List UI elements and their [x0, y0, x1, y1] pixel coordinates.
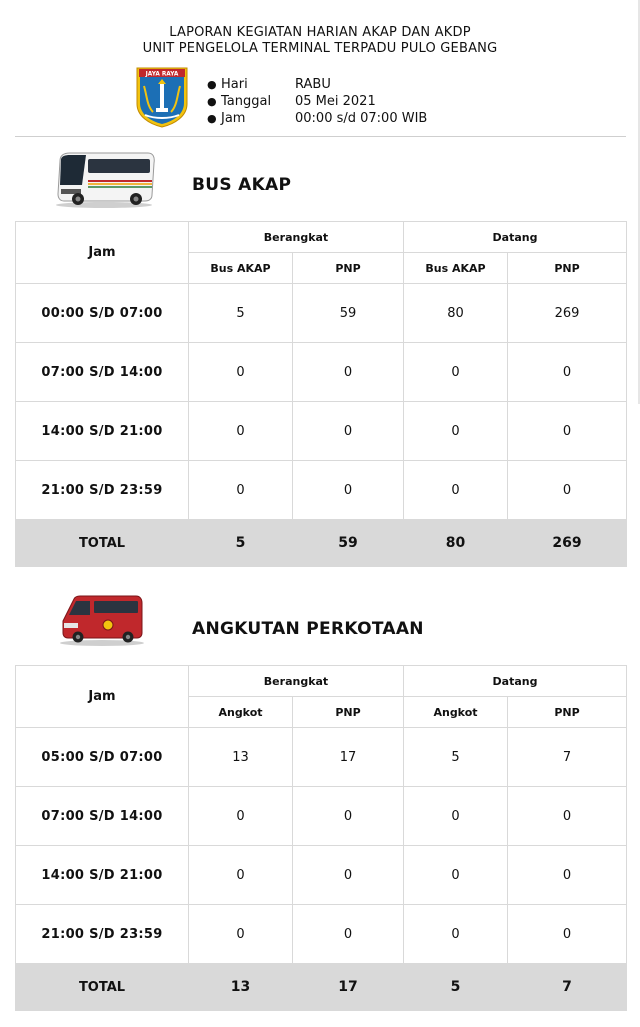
cell-value: 0: [189, 787, 293, 846]
column-header-jam: Jam: [16, 666, 189, 728]
row-time: 21:00 S/D 23:59: [16, 461, 189, 520]
cell-value: 0: [404, 402, 508, 461]
total-value: 59: [293, 520, 404, 567]
table-total-row: [16, 964, 627, 1011]
cell-value: 7: [508, 728, 627, 787]
column-header-bus-akap: Bus AKAP: [189, 253, 293, 284]
row-time: 14:00 S/D 21:00: [16, 402, 189, 461]
cell-value: 0: [508, 343, 627, 402]
info-label: Hari: [221, 77, 248, 92]
column-header-jam: Jam: [16, 222, 189, 284]
total-value: 17: [293, 964, 404, 1011]
info-label: Tanggal: [221, 94, 272, 109]
report-title-line1: LAPORAN KEGIATAN HARIAN AKAP DAN AKDP: [169, 25, 471, 40]
total-value: 269: [508, 520, 627, 567]
total-value: 13: [189, 964, 293, 1011]
cell-value: 0: [404, 343, 508, 402]
total-value: 5: [189, 520, 293, 567]
info-value: 05 Mei 2021: [295, 94, 376, 109]
cell-value: 13: [189, 728, 293, 787]
cell-value: 0: [404, 905, 508, 964]
angkutan-perkotaan-table: [15, 665, 627, 1011]
column-header-datang: Datang: [404, 222, 627, 253]
cell-value: 0: [293, 787, 404, 846]
row-time: 00:00 S/D 07:00: [16, 284, 189, 343]
minibus-icon: [56, 593, 148, 647]
total-value: 80: [404, 520, 508, 567]
cell-value: 0: [508, 402, 627, 461]
column-header-berangkat: Berangkat: [189, 222, 404, 253]
cell-value: 269: [508, 284, 627, 343]
section-title-bus-akap: BUS AKAP: [192, 175, 292, 195]
cell-value: 0: [508, 461, 627, 520]
column-header-pnp: PNP: [293, 697, 404, 728]
table-row: [16, 787, 627, 846]
total-label: TOTAL: [16, 520, 189, 567]
cell-value: 5: [404, 728, 508, 787]
cell-value: 59: [293, 284, 404, 343]
row-time: 07:00 S/D 14:00: [16, 343, 189, 402]
cell-value: 17: [293, 728, 404, 787]
column-header-pnp: PNP: [508, 253, 627, 284]
total-label: TOTAL: [16, 964, 189, 1011]
cell-value: 0: [404, 461, 508, 520]
bullet-icon: ●: [207, 95, 217, 108]
section-title-angkutan-perkotaan: ANGKUTAN PERKOTAAN: [192, 619, 424, 639]
row-time: 21:00 S/D 23:59: [16, 905, 189, 964]
table-header-row: [16, 222, 627, 253]
table-row: [16, 402, 627, 461]
bus-akap-table: [15, 221, 627, 567]
table-total-row: [16, 520, 627, 567]
bus-icon: [52, 151, 156, 209]
jakarta-emblem-logo: [135, 66, 189, 128]
table-row: [16, 728, 627, 787]
cell-value: 0: [189, 846, 293, 905]
info-value: 00:00 s/d 07:00 WIB: [295, 111, 428, 126]
table-row: [16, 284, 627, 343]
cell-value: 0: [404, 787, 508, 846]
row-time: 05:00 S/D 07:00: [16, 728, 189, 787]
cell-value: 0: [293, 846, 404, 905]
cell-value: 0: [189, 343, 293, 402]
bullet-icon: ●: [207, 112, 217, 125]
table-row: [16, 846, 627, 905]
cell-value: 0: [189, 461, 293, 520]
logo-text: JAYA RAYA: [145, 71, 179, 78]
cell-value: 0: [508, 787, 627, 846]
cell-value: 0: [508, 846, 627, 905]
cell-value: 0: [508, 905, 627, 964]
column-header-angkot: Angkot: [189, 697, 293, 728]
column-header-berangkat: Berangkat: [189, 666, 404, 697]
cell-value: 0: [293, 905, 404, 964]
table-header-row: [16, 666, 627, 697]
column-header-pnp: PNP: [508, 697, 627, 728]
cell-value: 0: [404, 846, 508, 905]
cell-value: 0: [189, 905, 293, 964]
row-time: 07:00 S/D 14:00: [16, 787, 189, 846]
info-label: Jam: [221, 111, 246, 126]
row-time: 14:00 S/D 21:00: [16, 846, 189, 905]
column-header-datang: Datang: [404, 666, 627, 697]
column-header-bus-akap: Bus AKAP: [404, 253, 508, 284]
table-row: [16, 343, 627, 402]
cell-value: 0: [293, 461, 404, 520]
column-header-angkot: Angkot: [404, 697, 508, 728]
cell-value: 80: [404, 284, 508, 343]
table-row: [16, 461, 627, 520]
cell-value: 0: [293, 402, 404, 461]
report-title-line2: UNIT PENGELOLA TERMINAL TERPADU PULO GEBANG: [142, 41, 498, 56]
total-value: 5: [404, 964, 508, 1011]
cell-value: 0: [189, 402, 293, 461]
header-divider: [15, 136, 626, 137]
table-row: [16, 905, 627, 964]
info-value: RABU: [295, 77, 331, 92]
cell-value: 0: [293, 343, 404, 402]
bullet-icon: ●: [207, 78, 217, 91]
total-value: 7: [508, 964, 627, 1011]
column-header-pnp: PNP: [293, 253, 404, 284]
cell-value: 5: [189, 284, 293, 343]
